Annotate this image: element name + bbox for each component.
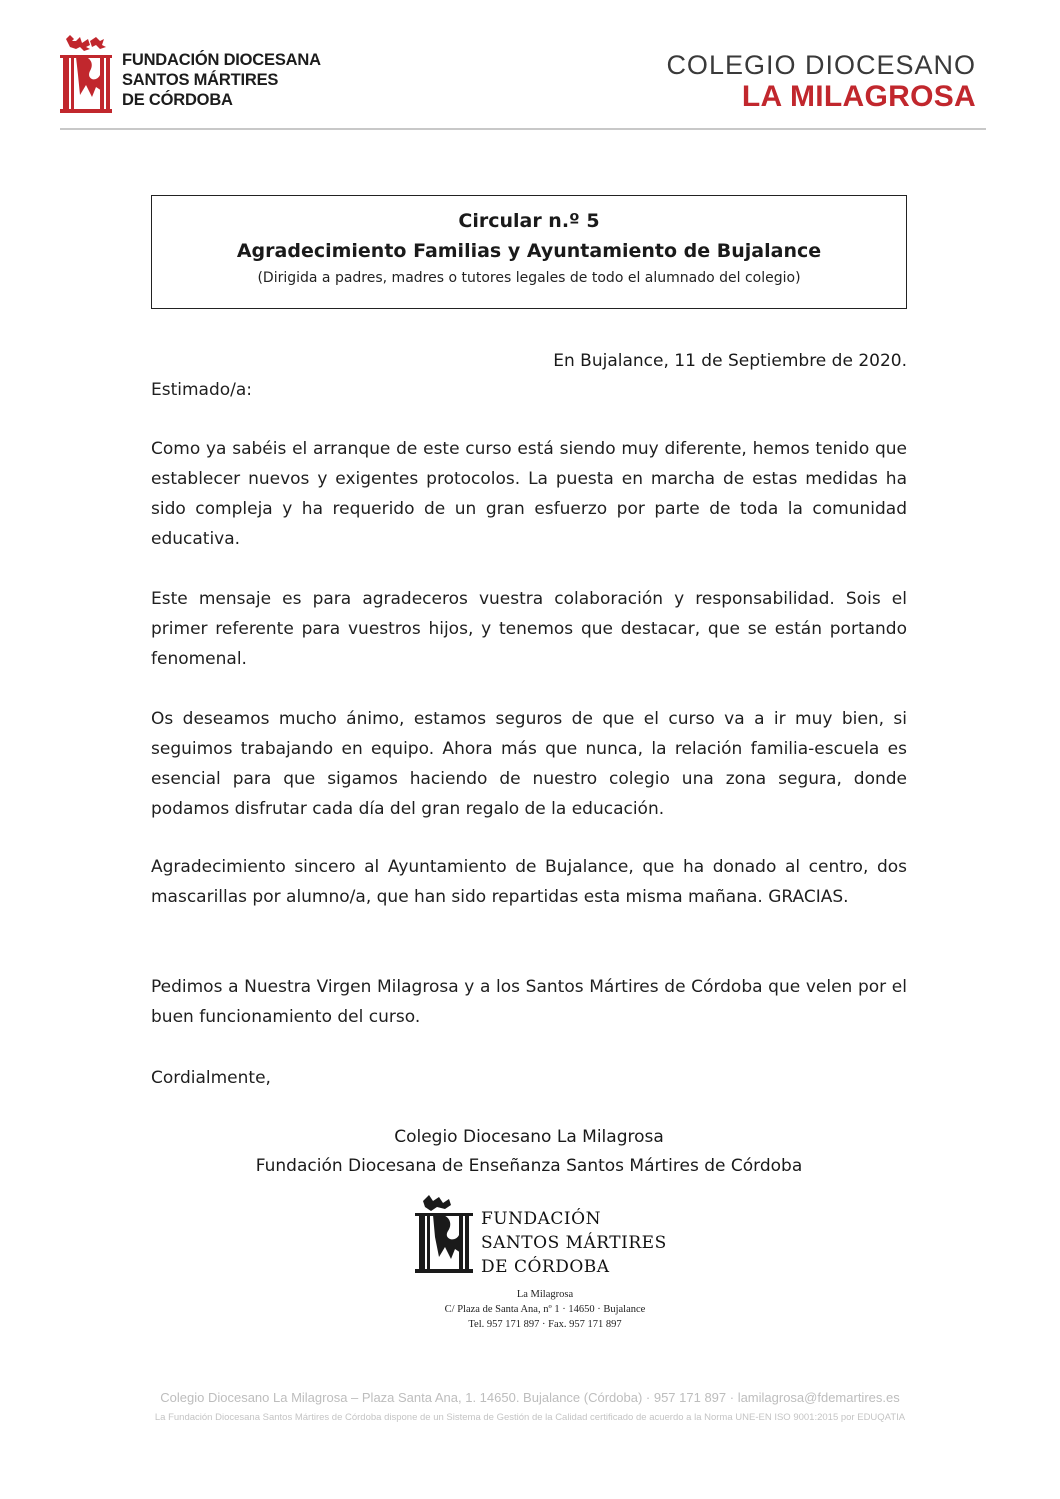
school-line-2: LA MILAGROSA — [741, 80, 976, 113]
foundation-logo-icon — [60, 35, 112, 115]
stamp-small-2: C/ Plaza de Santa Ana, nº 1 · 14650 · Bujalance — [444, 1304, 646, 1315]
closing: Cordialmente, — [151, 1068, 271, 1088]
letter-greeting: Estimado/a: — [151, 380, 253, 400]
circular-subtitle: Agradecimiento Familias y Ayuntamiento de Bujalance — [236, 240, 822, 262]
stamp-address — [425, 1287, 665, 1332]
signature-line-2: Fundación Diocesana de Enseñanza Santos Mártires de Córdoba — [255, 1156, 803, 1176]
paragraph-4: Agradecimiento sincero al Ayuntamiento de Bujalance, que ha donado al centro, dos mascarillas por alumno/a, que han sido repartidas esta misma mañana. GRACIAS. — [151, 857, 907, 907]
foundation-line-2: SANTOS MÁRTIRES — [122, 71, 279, 89]
stamp-title — [481, 1207, 667, 1279]
school-line-1: COLEGIO DIOCESANO — [666, 50, 976, 80]
stamp-logo-icon — [415, 1195, 473, 1275]
letter-date: En Bujalance, 11 de Septiembre de 2020. — [553, 351, 907, 371]
paragraph-2: Este mensaje es para agradeceros vuestra colaboración y responsabilidad. Sois el primer referente para vuestros hijos, y tenemos que destacar, que se están portando fenomenal. — [151, 589, 907, 669]
signature-line-1: Colegio Diocesano La Milagrosa — [394, 1127, 664, 1147]
footer-address: Colegio Diocesano La Milagrosa – Plaza Santa Ana, 1. 14650. Bujalance (Córdoba) · 957 171 897 · lamilagrosa@fdemartires.es — [160, 1390, 900, 1405]
stamp-small-3: Tel. 957 171 897 · Fax. 957 171 897 — [468, 1319, 622, 1330]
foundation-name — [122, 50, 321, 110]
circular-title: Circular n.º 5 — [458, 210, 600, 232]
stamp-line-2: SANTOS MÁRTIRES — [481, 1233, 667, 1253]
foundation-stamp — [395, 1195, 665, 1345]
school-name — [666, 50, 976, 114]
circular-title-box — [151, 195, 907, 309]
stamp-line-1: FUNDACIÓN — [481, 1209, 601, 1229]
letterhead — [0, 0, 1060, 140]
circular-audience-note: (Dirigida a padres, madres o tutores legales de todo el alumnado del colegio) — [257, 270, 801, 286]
stamp-line-3: DE CÓRDOBA — [481, 1257, 610, 1277]
foundation-line-1: FUNDACIÓN DIOCESANA — [122, 51, 321, 69]
header-divider — [60, 128, 986, 130]
stamp-small-1: La Milagrosa — [516, 1289, 574, 1300]
paragraph-5: Pedimos a Nuestra Virgen Milagrosa y a los Santos Mártires de Córdoba que velen por el buen funcionamiento del curso. — [151, 977, 907, 1027]
paragraph-3: Os deseamos mucho ánimo, estamos seguros de que el curso va a ir muy bien, si seguimos trabajando en equipo. Ahora más que nunca, la relación familia-escuela es esencial para que sigamos haciendo de nuestro colegio una zona segura, donde podamos disfrutar cada día del gran regalo de la educación. — [151, 709, 907, 819]
paragraph-1: Como ya sabéis el arranque de este curso está siendo muy diferente, hemos tenido que establecer nuevos y exigentes protocolos. La puesta en marcha de estas medidas ha sido compleja y ha requerido de un gran esfuerzo por parte de toda la comunidad educativa. — [151, 439, 907, 549]
foundation-line-3: DE CÓRDOBA — [122, 91, 233, 109]
footer-quality-note: La Fundación Diocesana Santos Mártires de Córdoba dispone de un Sistema de Gestión de la Calidad certificado de acuerdo a la Norma UNE-EN ISO 9001:2015 por EDUQATIA — [154, 1412, 906, 1423]
